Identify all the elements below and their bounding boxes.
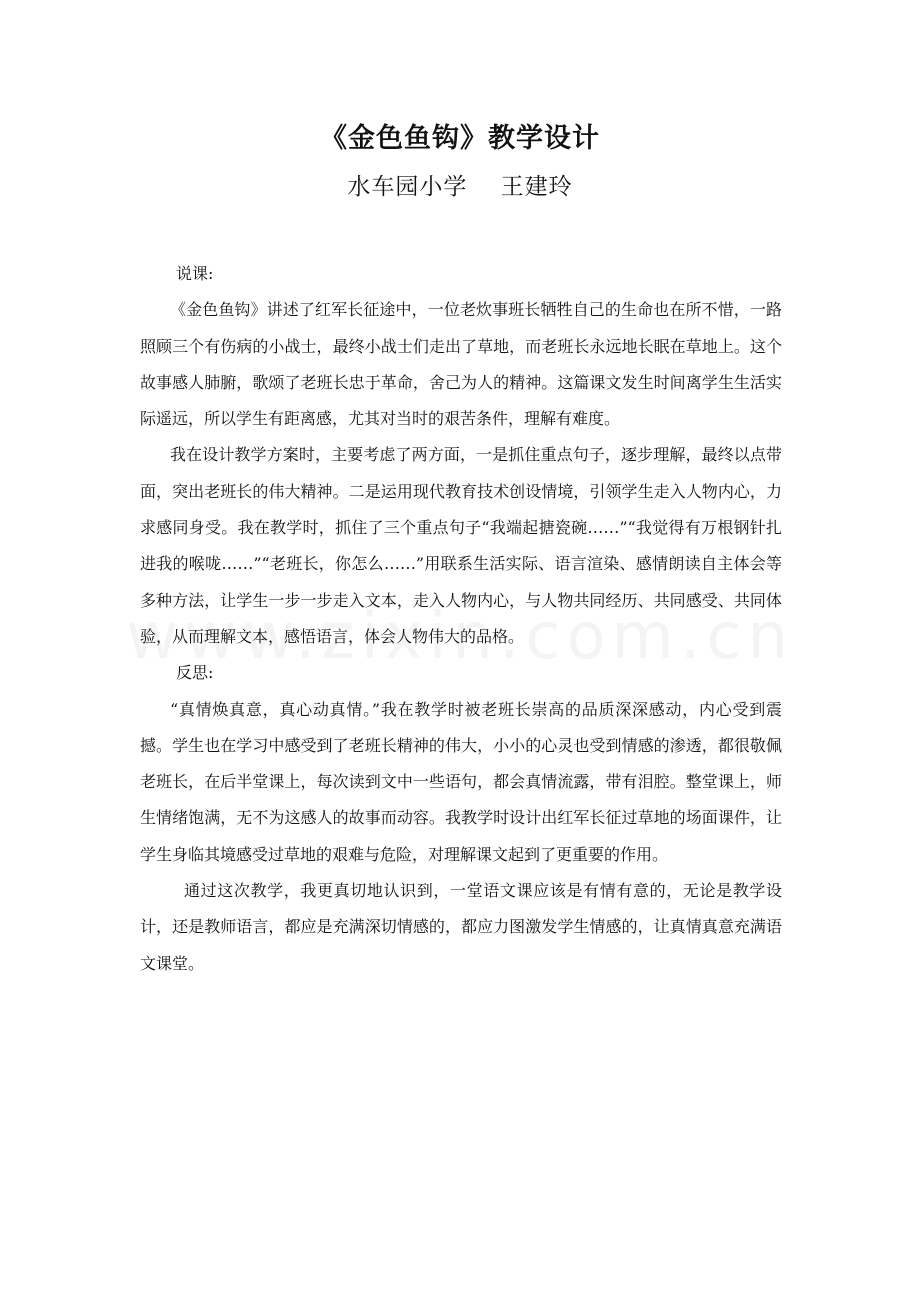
document-author-line: 水车园小学 王建玲: [347, 174, 573, 200]
paragraph-lesson-talk-1: 《金色鱼钩》讲述了红军长征途中，一位老炊事班长牺牲自己的生命也在所不惜，一路照顾三个有伤病的小战士，最终小战士们走出了草地，而老班长永远地长眠在草地上。这个故事感人肺腑，歌颂了老班长忠于革命，舍己为人的精神。这篇课文发生时间离学生生活实际遥远，所以学生有距离感，尤其对当时的艰苦条件，理解有难度。: [140, 300, 782, 429]
paragraph-lesson-talk-2: 我在设计教学方案时，主要考虑了两方面，一是抓住重点句子，逐步理解，最终以点带面，突出老班长的伟大精神。二是运用现代教育技术创设情境，引领学生走入人物内心，力求感同身受。我在教学时，抓住了三个重点句子“我端起搪瓷碗……”“我觉得有万根钢针扎进我的喉咙……”“老班长，你怎么……”用联系生活实际、语言渲染、感情朗读自主体会等多种方法，让学生一步一步走入文本，走入人物内心，与人物共同经历、共同感受、共同体验，从而理解文本，感悟语言，体会人物伟大的品格。: [140, 445, 782, 646]
paragraph-reflection-1: “真情焕真意，真心动真情。”我在教学时被老班长崇高的品质深深感动，内心受到震撼。学生也在学习中感受到了老班长精神的伟大，小小的心灵也受到情感的渗透，都很敬佩老班长，在后半堂课上，每次读到文中一些语句，都会真情流露，带有泪腔。整堂课上，师生情绪饱满，无不为这感人的故事而动容。我教学时设计出红军长征过草地的场面课件，让学生身临其境感受过草地的艰难与危险，对理解课文起到了更重要的作用。: [140, 699, 782, 864]
section-heading-reflection: 反思:: [176, 663, 214, 683]
document-body: [140, 256, 782, 982]
document-title: 《金色鱼钩》教学设计: [320, 123, 600, 154]
section-heading-lesson-talk: 说课:: [176, 264, 214, 283]
paragraph-reflection-2: 通过这次教学，我更真切地认识到，一堂语文课应该是有情有意的，无论是教学设计，还是教师语言，都应是充满深切情感的，都应力图激发学生情感的，让真情真意充满语文课堂。: [140, 881, 782, 973]
